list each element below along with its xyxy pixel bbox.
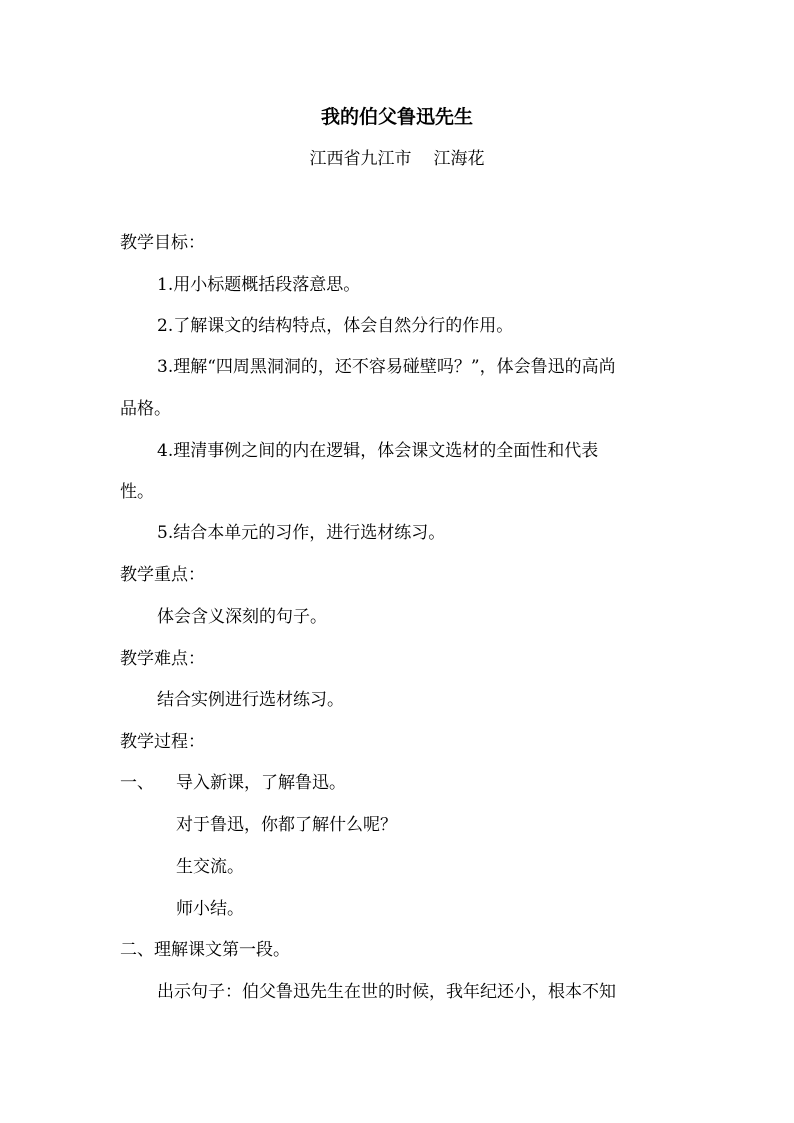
goal-item: 3.理解“四周黑洞洞的，还不容易碰壁吗？”，体会鲁迅的高尚 [157,357,616,377]
step1-title: 导入新课，了解鲁迅。 [176,773,346,793]
step1-line: 生交流。 [176,857,244,877]
goal-item: 1.用小标题概括段落意思。 [157,275,361,295]
step1-line: 师小结。 [176,899,244,919]
difficult-point-text: 结合实例进行选材练习。 [157,690,344,710]
difficult-point-heading: 教学难点： [120,649,205,669]
step2-title: 二、理解课文第一段。 [120,940,290,960]
key-point-heading: 教学重点： [120,565,205,585]
goal-item: 5.结合本单元的习作，进行选材练习。 [157,523,446,543]
page-title: 我的伯父鲁迅先生 [320,106,473,128]
author-name: 江海花 [433,149,485,169]
process-heading: 教学过程： [120,732,205,752]
step2-line: 出示句子：伯父鲁迅先生在世的时候，我年纪还小，根本不知 [157,982,616,1002]
goals-heading: 教学目标： [120,233,205,253]
goal-item-continued: 品格。 [120,399,171,419]
step1-line: 对于鲁迅，你都了解什么呢？ [176,815,397,835]
goal-item-continued: 性。 [120,482,154,502]
goal-item: 4.理清事例之间的内在逻辑，体会课文选材的全面性和代表 [157,441,599,461]
author-line [0,148,794,170]
key-point-text: 体会含义深刻的句子。 [157,607,327,627]
author-location: 江西省九江市 [309,149,412,169]
step1-number: 一、 [120,773,154,793]
goal-item: 2.了解课文的结构特点，体会自然分行的作用。 [157,316,514,336]
